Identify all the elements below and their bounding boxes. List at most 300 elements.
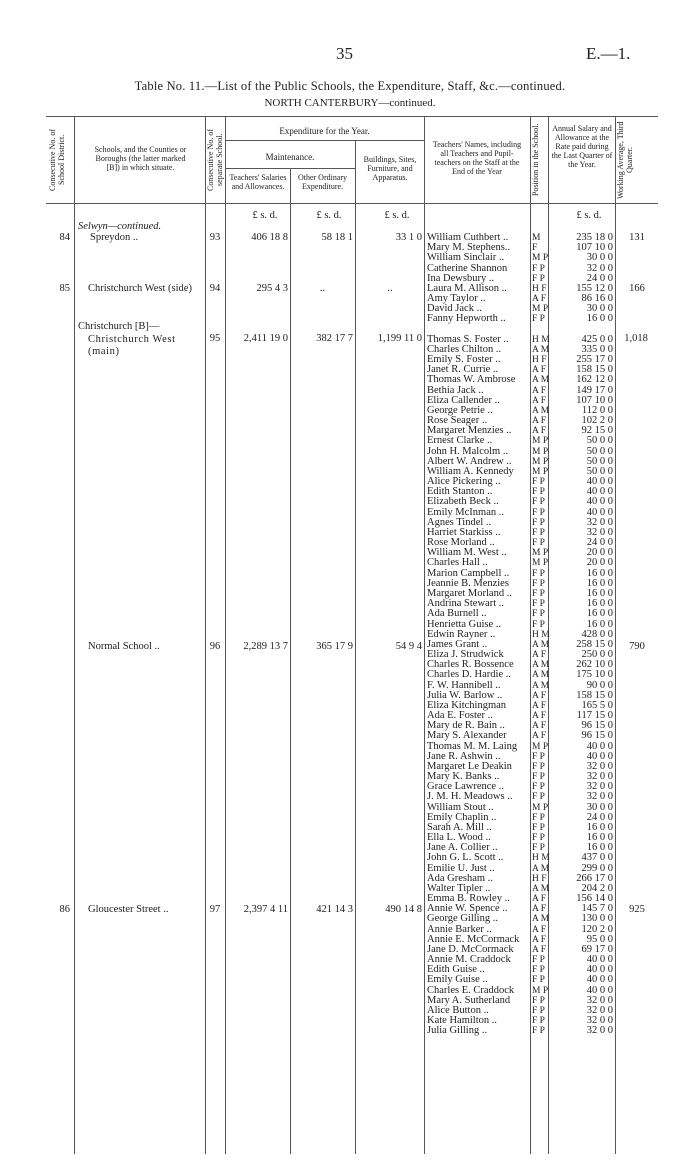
teacher-salary: 258 15 0 [576, 638, 613, 650]
teacher-position: F P [532, 751, 545, 762]
teacher-salary: 156 14 0 [576, 893, 613, 904]
teacher-name: Margaret Le Deakin [427, 760, 512, 772]
teacher-salary: 32 0 0 [586, 1015, 613, 1027]
teacher-position: M P [532, 802, 549, 813]
teacher-name: Thomas S. Foster .. [427, 333, 509, 345]
teacher-salary: 299 0 0 [581, 862, 613, 874]
district-no: 84 [59, 232, 70, 243]
teacher-position: F P [532, 975, 545, 986]
teacher-position: F P [532, 507, 545, 518]
teacher-name: Mary A. Sutherland [427, 994, 511, 1006]
column-rule [225, 116, 226, 1154]
teacher-position: F P [532, 314, 545, 325]
teacher-name: Andrina Stewart .. [427, 598, 504, 610]
teacher-position: F P [532, 273, 545, 284]
teacher-position: A M [532, 375, 550, 386]
teacher-name: Agnes Tindel .. [427, 516, 492, 528]
teacher-name: Jeannie B. Menzies [427, 577, 509, 589]
teacher-name: William M. West .. [427, 547, 507, 559]
teacher-position: A F [532, 395, 546, 406]
teacher-name: Fanny Hepworth .. [427, 313, 506, 325]
other-expenditure: 382 17 7 [316, 333, 353, 344]
column-rule [355, 140, 356, 1154]
lsd-annual: £ s. d. [576, 210, 602, 221]
teacher-salary: 107 10 0 [576, 242, 613, 254]
teacher-salary: 235 18 0 [576, 232, 613, 243]
working-average: 925 [629, 904, 645, 915]
teacher-position: A F [532, 731, 546, 742]
teacher-position: F P [532, 527, 545, 538]
teacher-salary: 92 15 0 [581, 425, 613, 437]
teacher-name: Eliza Kitchingman [427, 699, 507, 711]
teacher-salary: 158 15 0 [576, 364, 613, 376]
teacher-position: A F [532, 690, 546, 701]
teacher-salary: 50 0 0 [586, 445, 613, 457]
teacher-salary: 112 0 0 [581, 404, 613, 416]
header-annual-salary: Annual Salary and Allowance at the Rate paid during the Last Quarter of the Year. [551, 124, 613, 169]
teachers-salaries: 295 4 3 [256, 283, 288, 294]
header-teachers-names: Teachers' Names, including all Teachers and Pupil-teachers on the Staff at the End of the Year [432, 140, 522, 176]
teacher-name: David Jack .. [427, 303, 482, 315]
teacher-name: Harriet Starkiss .. [427, 526, 501, 538]
teacher-name: Alice Button .. [427, 1004, 489, 1016]
teacher-position: A F [532, 700, 546, 711]
teacher-salary: 16 0 0 [586, 588, 613, 599]
school-name: Gloucester Street .. [88, 904, 169, 915]
teacher-position: F P [532, 263, 545, 274]
school-no: 95 [209, 333, 221, 344]
teacher-name: Ella L. Wood .. [427, 832, 491, 843]
teacher-name: Emilie U. Just .. [427, 862, 495, 874]
teacher-position: H M [532, 334, 550, 345]
teacher-name: James Grant .. [427, 638, 488, 650]
teacher-position: M P [532, 253, 549, 264]
teacher-position: F P [532, 599, 545, 610]
teacher-salary: 165 5 0 [581, 699, 613, 711]
teacher-name: Jane D. McCormack [427, 943, 514, 955]
teacher-salary: 50 0 0 [586, 435, 613, 447]
teacher-position: M P [532, 304, 549, 315]
teacher-salary: 117 15 0 [576, 710, 613, 721]
teacher-name: Bethia Jack .. [427, 384, 484, 396]
document-code: E.—1. [586, 44, 631, 63]
other-expenditure: 58 18 1 [321, 232, 353, 243]
teacher-salary: 437 0 0 [581, 852, 613, 864]
teacher-position: F P [532, 772, 545, 782]
teacher-salary: 50 0 0 [586, 455, 613, 467]
teacher-position: F P [532, 833, 545, 843]
teacher-salary: 24 0 0 [586, 272, 613, 284]
teacher-name: Mary S. Alexander [427, 730, 507, 742]
teacher-position: M P [532, 741, 549, 752]
teacher-salary: 40 0 0 [586, 740, 613, 752]
teacher-position: M P [532, 436, 549, 447]
table-top-rule [46, 116, 658, 117]
teacher-name: Annie M. Craddock [427, 954, 511, 966]
teacher-position: F P [532, 812, 545, 823]
teacher-salary: 40 0 0 [586, 496, 613, 508]
teacher-salary: 96 15 0 [581, 730, 613, 742]
teacher-name: Laura M. Allison .. [427, 282, 507, 294]
teacher-position: F [532, 243, 538, 254]
school-label-christchurch: Christchurch [B]— [78, 321, 160, 332]
teacher-name: Emily McInman .. [427, 506, 504, 518]
teacher-name: Charles D. Hardie .. [427, 669, 511, 681]
teacher-name: Rose Seager .. [427, 415, 488, 427]
teacher-position: F P [532, 538, 545, 549]
teacher-name: Amy Taylor .. [427, 293, 486, 304]
teacher-salary: 162 12 0 [576, 374, 613, 386]
header-expenditure: Expenditure for the Year. [279, 126, 370, 136]
school-no: 93 [209, 232, 221, 243]
teacher-salary: 32 0 0 [586, 262, 613, 274]
teacher-salary: 425 0 0 [581, 333, 613, 345]
working-average: 1,018 [624, 333, 648, 344]
buildings-expenditure: 490 14 8 [385, 904, 422, 915]
column-rule [74, 116, 75, 1154]
teacher-name: William Stout .. [427, 801, 494, 813]
teacher-salary: 24 0 0 [586, 537, 613, 549]
teacher-name: Annie Barker .. [427, 923, 492, 935]
teacher-salary: 262 10 0 [576, 659, 613, 671]
table-subtitle: NORTH CANTERBURY—continued. [264, 97, 436, 109]
teacher-name: Charles R. Bossence [427, 659, 514, 671]
other-expenditure: 365 17 9 [316, 641, 353, 652]
district-no: 86 [59, 904, 70, 915]
teacher-name: Margaret Morland .. [427, 588, 512, 599]
lsd-buildings: £ s. d. [384, 210, 410, 221]
teacher-name: Eliza Callender .. [427, 394, 500, 406]
teacher-position: A F [532, 426, 546, 437]
lsd-salaries: £ s. d. [252, 210, 278, 221]
teacher-salary: 250 0 0 [581, 649, 613, 660]
teacher-position: A F [532, 934, 546, 945]
teacher-salary: 40 0 0 [586, 984, 613, 996]
teacher-position: F P [532, 792, 545, 803]
teacher-salary: 107 10 0 [576, 394, 613, 406]
teacher-position: F P [532, 761, 545, 772]
teacher-name: Annie E. McCormack [427, 933, 520, 945]
teacher-name: Margaret Menzies .. [427, 425, 512, 437]
teacher-salary: 16 0 0 [586, 842, 613, 854]
teacher-salary: 40 0 0 [586, 506, 613, 518]
teacher-name: Henrietta Guise .. [427, 618, 502, 630]
teacher-salary: 32 0 0 [586, 516, 613, 528]
table-title: Table No. 11.—List of the Public Schools, the Expenditure, Staff, &c.—continued. [134, 79, 566, 93]
teacher-position: A F [532, 894, 546, 904]
teacher-position: F P [532, 995, 545, 1006]
teacher-salary: 16 0 0 [586, 567, 613, 579]
teacher-salary: 32 0 0 [586, 760, 613, 772]
teacher-name: Albert W. Andrew .. [427, 455, 512, 467]
header-consec-school: Consecutive No. of separate School. [206, 129, 224, 191]
teacher-name: Jane A. Collier .. [427, 842, 498, 854]
teachers-salaries: 406 18 8 [251, 232, 288, 243]
teacher-position: A M [532, 670, 550, 681]
lsd-other: £ s. d. [316, 210, 342, 221]
teacher-position: F P [532, 609, 545, 620]
teacher-name: Mary K. Banks .. [427, 771, 500, 782]
teacher-position: A M [532, 863, 550, 874]
header-bottom-rule [46, 203, 658, 204]
teacher-position: F P [532, 782, 545, 793]
teacher-name: Jane R. Ashwin .. [427, 750, 501, 762]
working-average: 790 [629, 641, 645, 652]
teacher-position: M P [532, 548, 549, 559]
teacher-name: Mary M. Stephens.. [427, 242, 511, 254]
teacher-name: William Sinclair .. [427, 252, 505, 264]
teacher-salary: 102 2 0 [581, 415, 613, 427]
teacher-position: A F [532, 365, 546, 376]
teacher-name: Annie W. Spence .. [427, 903, 508, 915]
buildings-expenditure: 54 9 4 [395, 641, 422, 652]
teacher-name: George Petrie .. [427, 404, 493, 416]
teacher-position: H F [532, 283, 547, 294]
teacher-position: F P [532, 955, 545, 966]
teacher-salary: 40 0 0 [586, 964, 613, 976]
teacher-position: M P [532, 456, 549, 467]
teacher-name: Emily Chaplin .. [427, 811, 497, 823]
teacher-name: Alice Pickering .. [427, 476, 501, 488]
teacher-name: Ada E. Foster .. [427, 710, 493, 721]
school-no: 96 [209, 641, 221, 652]
teacher-name: Emily S. Foster .. [427, 354, 501, 365]
teacher-salary: 96 15 0 [581, 720, 613, 732]
teacher-position: A M [532, 914, 550, 925]
teacher-salary: 40 0 0 [586, 750, 613, 762]
teacher-name: Edwin Rayner .. [427, 628, 496, 640]
school-label-selwyn: Selwyn—continued. [78, 221, 162, 232]
teacher-name: Kate Hamilton .. [427, 1015, 497, 1027]
teacher-salary: 30 0 0 [586, 252, 613, 264]
teacher-position: F P [532, 589, 545, 599]
teacher-name: Charles Chilton .. [427, 343, 502, 355]
teacher-position: H M [532, 629, 550, 640]
teacher-position: A F [532, 385, 546, 396]
school-no: 94 [209, 283, 221, 294]
teacher-salary: 204 2 0 [581, 882, 613, 894]
teacher-name: J. M. H. Meadows .. [427, 791, 513, 803]
teacher-name: Walter Tipler .. [427, 882, 491, 894]
teacher-position: H F [532, 355, 547, 365]
teacher-salary: 16 0 0 [586, 608, 613, 620]
teacher-salary: 40 0 0 [586, 476, 613, 488]
teacher-position: F P [532, 568, 545, 579]
teacher-position: F P [532, 487, 545, 498]
teacher-position: A F [532, 904, 546, 915]
teacher-name: Ada Burnell .. [427, 608, 487, 620]
school-name: Spreydon .. [90, 232, 139, 243]
school-name: Normal School .. [88, 641, 160, 652]
teacher-salary: 145 7 0 [581, 903, 613, 915]
teacher-name: Eliza J. Strudwick [427, 649, 504, 660]
teacher-salary: 90 0 0 [586, 679, 613, 691]
teacher-salary: 32 0 0 [586, 1025, 613, 1037]
other-expenditure: 421 14 3 [316, 904, 353, 915]
teacher-salary: 16 0 0 [586, 832, 613, 843]
teacher-position: A F [532, 944, 546, 955]
other-expenditure: .. [319, 283, 326, 294]
teacher-salary: 40 0 0 [586, 954, 613, 966]
teacher-salary: 32 0 0 [586, 791, 613, 803]
teacher-position: M P [532, 985, 549, 996]
teacher-salary: 16 0 0 [586, 821, 613, 833]
teacher-name: F. W. Hannibell .. [427, 679, 501, 691]
teacher-name: Janet R. Currie .. [427, 364, 499, 376]
teacher-position: F P [532, 619, 545, 630]
teacher-salary: 158 15 0 [576, 689, 613, 701]
teacher-position: F P [532, 965, 545, 976]
teacher-position: F P [532, 843, 545, 854]
teacher-salary: 16 0 0 [586, 598, 613, 610]
teacher-position: A M [532, 405, 550, 416]
teacher-position: M P [532, 446, 549, 457]
teacher-position: A M [532, 639, 550, 650]
teacher-salary: 32 0 0 [586, 1004, 613, 1016]
teacher-salary: 40 0 0 [586, 974, 613, 986]
teacher-name: George Gilling .. [427, 913, 498, 925]
header-position: Position in the School. [531, 123, 540, 197]
teacher-position: A M [532, 660, 550, 671]
maintenance-rule [225, 168, 355, 169]
teacher-name: William A. Kennedy [427, 465, 514, 477]
teacher-name: Ernest Clarke .. [427, 435, 493, 447]
teacher-name: Ada Gresham .. [427, 872, 493, 884]
header-teachers-salaries: Teachers' Salaries and Allowances. [229, 173, 287, 191]
teacher-salary: 16 0 0 [586, 577, 613, 589]
teacher-position: F P [532, 1026, 545, 1037]
school-name: Christchurch West (main) [88, 334, 176, 357]
column-rule [530, 116, 531, 1154]
teacher-position: F P [532, 578, 545, 589]
buildings-expenditure: 1,199 11 0 [377, 333, 422, 344]
teacher-salary: 120 2 0 [581, 923, 613, 935]
teacher-name: Ina Dewsbury .. [427, 272, 495, 284]
working-average: 131 [629, 232, 645, 243]
teacher-name: Julia W. Barlow .. [427, 689, 503, 701]
teacher-position: F P [532, 477, 545, 488]
teacher-salary: 255 17 0 [576, 354, 613, 365]
teacher-name: John H. Malcolm .. [427, 445, 509, 457]
teacher-position: F P [532, 822, 545, 833]
school-no: 97 [209, 904, 221, 915]
teacher-position: A F [532, 924, 546, 935]
teacher-salary: 69 17 0 [581, 943, 613, 955]
teachers-salaries: 2,289 13 7 [243, 641, 288, 652]
teacher-name: Charles E. Craddock [427, 984, 515, 996]
teacher-position: A F [532, 650, 546, 660]
teacher-salary: 335 0 0 [581, 343, 613, 355]
teacher-salary: 24 0 0 [586, 811, 613, 823]
teacher-salary: 130 0 0 [581, 913, 613, 925]
teacher-salary: 149 17 0 [576, 384, 613, 396]
teacher-position: M P [532, 466, 549, 477]
teacher-position: A M [532, 680, 550, 691]
header-consec-district: Consecutive No. of School District. [48, 129, 66, 191]
teacher-salary: 175 10 0 [576, 669, 613, 681]
teacher-name: John G. L. Scott .. [427, 852, 504, 864]
teacher-salary: 20 0 0 [586, 557, 613, 569]
teacher-position: A F [532, 721, 546, 732]
teacher-salary: 16 0 0 [586, 618, 613, 630]
buildings-expenditure: 33 1 0 [395, 232, 422, 243]
teacher-position: A M [532, 344, 550, 355]
teacher-salary: 32 0 0 [586, 994, 613, 1006]
header-maintenance: Maintenance. [265, 152, 315, 162]
teacher-name: Emma B. Rowley .. [427, 893, 510, 904]
teacher-salary: 32 0 0 [586, 781, 613, 793]
teacher-position: F P [532, 1005, 545, 1016]
teacher-name: William Cuthbert .. [427, 232, 509, 243]
teacher-name: Grace Lawrence .. [427, 781, 504, 793]
teacher-name: Thomas M. M. Laing [427, 740, 518, 752]
teacher-salary: 95 0 0 [586, 933, 613, 945]
buildings-expenditure: .. [387, 283, 393, 294]
teachers-salaries: 2,411 19 0 [243, 333, 288, 344]
teacher-name: Rose Morland .. [427, 537, 495, 549]
teacher-name: Edith Stanton .. [427, 486, 493, 498]
header-buildings: Buildings, Sites, Furniture, and Apparatus. [363, 155, 417, 182]
column-rule [290, 168, 291, 1154]
teacher-position: A F [532, 416, 546, 427]
school-name: Christchurch West (side) [88, 283, 192, 294]
teacher-position: A M [532, 883, 550, 894]
teachers-salaries: 2,397 4 11 [243, 904, 288, 915]
teacher-name: Mary de R. Bain .. [427, 720, 505, 732]
teacher-salary: 428 0 0 [581, 628, 613, 640]
teacher-salary: 32 0 0 [586, 771, 613, 782]
teacher-position: A F [532, 711, 546, 721]
expenditure-rule [225, 140, 424, 141]
teacher-salary: 155 12 0 [576, 282, 613, 294]
teacher-salary: 266 17 0 [576, 872, 613, 884]
header-other-ordinary: Other Ordinary Expenditure. [297, 173, 348, 191]
column-rule [615, 116, 616, 1154]
district-no: 85 [59, 283, 70, 294]
teacher-position: M P [532, 558, 549, 569]
teacher-name: Emily Guise .. [427, 974, 488, 986]
teacher-name: Charles Hall .. [427, 557, 488, 569]
teacher-salary: 50 0 0 [586, 465, 613, 477]
teacher-position: H M [532, 853, 550, 864]
teacher-name: Catherine Shannon [427, 262, 508, 274]
teacher-name: Julia Gilling .. [427, 1025, 488, 1037]
teacher-salary: 86 16 0 [581, 293, 613, 304]
header-schools: Schools, and the Counties or Boroughs (the latter marked [B]) in which situate. [94, 145, 187, 172]
page-number: 35 [336, 44, 353, 63]
teacher-name: Elizabeth Beck .. [427, 496, 499, 508]
teacher-name: Edith Guise .. [427, 964, 485, 976]
column-rule [205, 116, 206, 1154]
column-rule [424, 116, 425, 1154]
working-average: 166 [629, 283, 645, 294]
teacher-position: M [532, 233, 541, 243]
teacher-position: H F [532, 873, 547, 884]
teacher-position: F P [532, 497, 545, 508]
teacher-position: A F [532, 294, 546, 304]
teacher-salary: 16 0 0 [586, 313, 613, 325]
teacher-salary: 40 0 0 [586, 486, 613, 498]
teacher-salary: 30 0 0 [586, 801, 613, 813]
teacher-name: Sarah A. Mill .. [427, 821, 492, 833]
teacher-position: F P [532, 1016, 545, 1027]
header-working-average: Working Average, Third Quarter. [616, 121, 634, 199]
teacher-name: Thomas W. Ambrose [427, 374, 516, 386]
teacher-salary: 32 0 0 [586, 526, 613, 538]
teacher-name: Marion Campbell .. [427, 567, 510, 579]
teacher-salary: 20 0 0 [586, 547, 613, 559]
teacher-salary: 30 0 0 [586, 303, 613, 315]
